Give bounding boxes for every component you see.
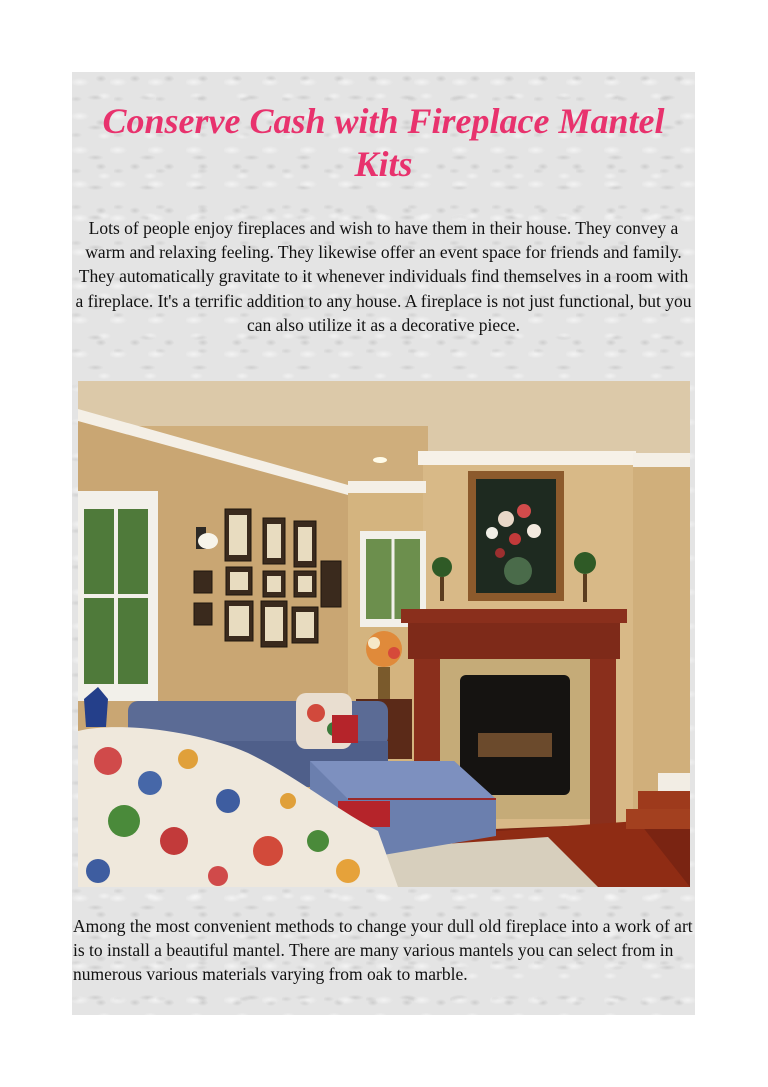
closing-paragraph: Among the most convenient methods to change your dull old fireplace into a work of art is to install a beautiful mantel. There are many various mantels you can select from in numerous various materials varying from oak to marble. [73, 916, 693, 985]
page-title: Conserve Cash with Fireplace Mantel Kits [102, 101, 665, 184]
intro-paragraph: Lots of people enjoy fireplaces and wish to have them in their house. They convey a warm and relaxing feeling. They likewise offer an event space for friends and family. They automatically gravitate to it whenever individuals find themselves in a room with a fireplace. It's a terrific addition to any house. A fireplace is not just functional, but you can also utilize it as a decorative piece. [75, 218, 692, 335]
living-room-fireplace-photo [78, 381, 690, 887]
document-page [72, 72, 695, 1015]
